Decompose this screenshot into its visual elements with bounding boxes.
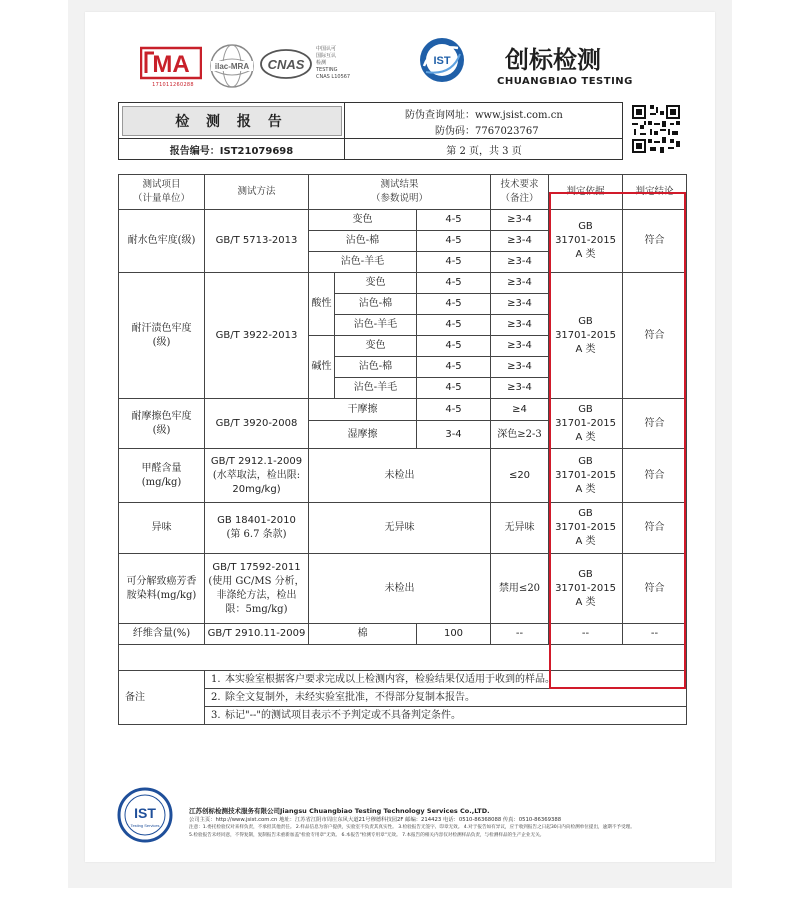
rub-item: 耐摩擦色牢度 (级) [119, 399, 205, 449]
highlight-box [549, 192, 686, 689]
report-title: 检 测 报 告 [122, 106, 342, 136]
anti-fake-cell [345, 103, 623, 139]
fiber-basis: -- [549, 624, 623, 645]
company-name: 江苏创标检测技术服务有限公司Jiangsu Chuangbiao Testing Technology Services Co.,LTD. [189, 807, 490, 815]
basis-cell: GB 31701-2015 A 类 [549, 273, 623, 399]
fiber-value: 100 [417, 624, 491, 645]
brand-name-en: CHUANGBIAO TESTING [497, 76, 633, 87]
basis-cell: GB 31701-2015 A 类 [549, 399, 623, 449]
requirement: ≥3-4 [491, 336, 549, 357]
ilac-mra-logo-icon [208, 42, 256, 90]
requirement: ≥3-4 [491, 315, 549, 336]
result-value: 4-5 [417, 336, 491, 357]
formaldehyde-item: 甲醛含量 (mg/kg) [119, 449, 205, 503]
azo-method: GB/T 17592-2011 (使用 GC/MS 分析， 非涤纶方法，检出 限：5mg/kg) [205, 554, 309, 624]
fiber-method: GB/T 2910.11-2009 [205, 624, 309, 645]
svg-text:IST: IST [433, 55, 451, 67]
anti-fake-website: 防伪查询网址：www.jsist.com.cn [405, 110, 563, 121]
header-method: 测试方法 [205, 175, 309, 210]
result-value: 4-5 [417, 378, 491, 399]
azo-result: 未检出 [309, 554, 491, 624]
note-item: 2. 除全文复制外，未经实验室批准，不得部分复制本报告。 [205, 689, 687, 707]
acid-label: 酸性 [309, 273, 335, 336]
requirement: 深色≥2-3 [491, 421, 549, 449]
qr-code-icon [630, 103, 682, 155]
header-item: 测试项目 （计量单位） [119, 175, 205, 210]
conclusion-cell: 符合 [623, 554, 687, 624]
result-label: 变色 [309, 210, 417, 231]
fiber-req: -- [491, 624, 549, 645]
result-value: 4-5 [417, 231, 491, 252]
brand-name-cn: 创标检测 [505, 45, 601, 74]
svg-text:Testing Services: Testing Services [130, 823, 160, 828]
footer-notes: 公司主页：http://www.jsist.com.cn 地址：江苏省江阴市周庄东风大道21号穆德科技园2F 邮编：214423 电话：0510-86368088 传真：0510-86369388 注意：1.委托检验仅对来样负责，不承担其他责任。 2.样品信息为客户提供，实验室不负责其真实性。 3.检验报告无签字、印章无效。 4.对于报告如有异议，应于收到报告之日起30日内向检测单位提出，逾期不予受理。 5.检验报告未经同意，不得复制，复制报告未重新加盖"检验专用章"无效。 6.本报告"检测专用章"无效。 7.本报告的相关内容仅对检测样品负责，与检测样品的生产企业无关。 [189, 817, 635, 838]
result-label: 沾色-羊毛 [309, 252, 417, 273]
requirement: ≥3-4 [491, 210, 549, 231]
result-value: 4-5 [417, 252, 491, 273]
result-value: 3-4 [417, 421, 491, 449]
svg-text:ilac-MRA: ilac-MRA [214, 62, 250, 71]
conclusion-cell: 符合 [623, 210, 687, 273]
report-header-box [118, 102, 623, 160]
basis-cell: GB 31701-2015 A 类 [549, 503, 623, 554]
basis-cell: GB 31701-2015 A 类 [549, 449, 623, 503]
result-label: 变色 [335, 273, 417, 294]
odor-item: 异味 [119, 503, 205, 554]
result-label: 沾色-羊毛 [335, 378, 417, 399]
conclusion-cell: 符合 [623, 399, 687, 449]
anti-fake-code: 防伪码：7767023767 [435, 126, 539, 137]
basis-cell: GB 31701-2015 A 类 [549, 210, 623, 273]
azo-item: 可分解致癌芳香 胺染料(mg/kg) [119, 554, 205, 624]
report-title-cell [119, 103, 345, 139]
report-number: 报告编号：IST21079698 [119, 139, 345, 160]
svg-text:MA: MA [152, 51, 190, 78]
result-value: 4-5 [417, 273, 491, 294]
formaldehyde-method: GB/T 2912.1-2009 (水萃取法，检出限: 20mg/kg) [205, 449, 309, 503]
header-conclusion: 判定结论 [623, 175, 687, 210]
result-label: 沾色-棉 [309, 231, 417, 252]
rub-method: GB/T 3920-2008 [205, 399, 309, 449]
requirement: ≥3-4 [491, 273, 549, 294]
result-value: 4-5 [417, 294, 491, 315]
svg-text:CNAS: CNAS [267, 57, 305, 72]
svg-text:IST: IST [134, 805, 156, 821]
requirement: ≥3-4 [491, 357, 549, 378]
note-item: 1. 本实验室根据客户要求完成以上检测内容，检验结果仅适用于收到的样品。 [205, 671, 687, 689]
formaldehyde-result: 未检出 [309, 449, 491, 503]
result-label: 干摩擦 [309, 399, 417, 421]
water-method: GB/T 5713-2013 [205, 210, 309, 273]
ist-logo-icon [418, 36, 466, 84]
cma-code: 171011260288 [152, 82, 194, 88]
conclusion-cell: 符合 [623, 503, 687, 554]
ist-seal-icon [117, 787, 173, 843]
basis-cell: GB 31701-2015 A 类 [549, 554, 623, 624]
azo-req: 禁用≤20 [491, 554, 549, 624]
notes-row [119, 689, 687, 707]
conclusion-cell: 符合 [623, 449, 687, 503]
odor-req: 无异味 [491, 503, 549, 554]
requirement: ≥3-4 [491, 378, 549, 399]
odor-result: 无异味 [309, 503, 491, 554]
fiber-item: 纤维含量(%) [119, 624, 205, 645]
result-value: 4-5 [417, 357, 491, 378]
fiber-conclusion: -- [623, 624, 687, 645]
result-label: 沾色-羊毛 [335, 315, 417, 336]
header-requirement: 技术要求 （备注） [491, 175, 549, 210]
requirement: ≥3-4 [491, 294, 549, 315]
result-label: 沾色-棉 [335, 357, 417, 378]
water-item: 耐水色牢度(级) [119, 210, 205, 273]
odor-method: GB 18401-2010 (第 6.7 条款) [205, 503, 309, 554]
notes-label: 备注 [119, 671, 205, 725]
cnas-accreditation-text: 中国认可 国际互认 检测 TESTING CNAS L10567 [316, 46, 351, 80]
requirement: ≥4 [491, 399, 549, 421]
result-value: 4-5 [417, 315, 491, 336]
alkali-label: 碱性 [309, 336, 335, 399]
sweat-method: GB/T 3922-2013 [205, 273, 309, 399]
page-indicator: 第 2 页，共 3 页 [446, 146, 522, 157]
formaldehyde-req: ≤20 [491, 449, 549, 503]
sweat-item: 耐汗渍色牢度 (级) [119, 273, 205, 399]
cma-logo-icon [140, 45, 202, 81]
conclusion-cell: 符合 [623, 273, 687, 399]
result-label: 沾色-棉 [335, 294, 417, 315]
cnas-logo-icon [260, 48, 312, 80]
fiber-label: 棉 [309, 624, 417, 645]
result-label: 变色 [335, 336, 417, 357]
header-basis: 判定依据 [549, 175, 623, 210]
result-value: 4-5 [417, 399, 491, 421]
notes-row [119, 707, 687, 725]
header-result: 测试结果 （参数说明） [309, 175, 491, 210]
note-item: 3. 标记"--"的测试项目表示不予判定或不具备判定条件。 [205, 707, 687, 725]
result-value: 4-5 [417, 210, 491, 231]
requirement: ≥3-4 [491, 252, 549, 273]
result-label: 湿摩擦 [309, 421, 417, 449]
requirement: ≥3-4 [491, 231, 549, 252]
